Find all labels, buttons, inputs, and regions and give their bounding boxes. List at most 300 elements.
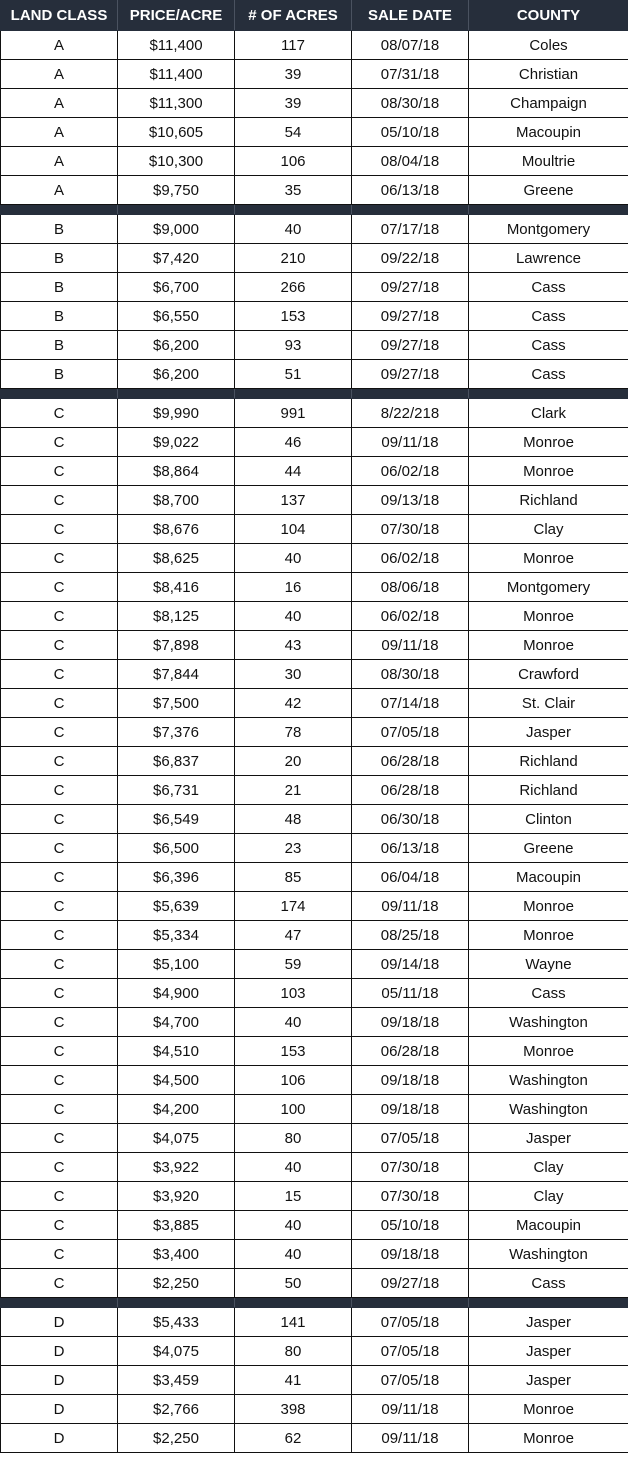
cell-number-of-acres: 141 [235, 1308, 352, 1337]
cell-land-class: D [1, 1337, 118, 1366]
separator-cell [1, 1298, 118, 1308]
cell-land-class: B [1, 302, 118, 331]
cell-number-of-acres: 153 [235, 302, 352, 331]
table-row [1, 118, 628, 147]
cell-price-per-acre: $8,125 [118, 602, 235, 631]
separator-cell [469, 389, 628, 399]
cell-county: Christian [469, 60, 628, 89]
cell-county: Monroe [469, 602, 628, 631]
cell-land-class: C [1, 1240, 118, 1269]
cell-land-class: C [1, 457, 118, 486]
cell-sale-date: 06/13/18 [352, 176, 469, 205]
cell-price-per-acre: $7,420 [118, 244, 235, 273]
cell-number-of-acres: 15 [235, 1182, 352, 1211]
cell-sale-date: 07/05/18 [352, 1308, 469, 1337]
cell-price-per-acre: $10,300 [118, 147, 235, 176]
cell-land-class: A [1, 89, 118, 118]
cell-price-per-acre: $6,550 [118, 302, 235, 331]
cell-price-per-acre: $9,000 [118, 215, 235, 244]
cell-price-per-acre: $11,300 [118, 89, 235, 118]
cell-land-class: C [1, 834, 118, 863]
cell-sale-date: 08/30/18 [352, 660, 469, 689]
separator-cell [235, 1298, 352, 1308]
table-row [1, 776, 628, 805]
cell-price-per-acre: $8,625 [118, 544, 235, 573]
separator-cell [118, 1298, 235, 1308]
table-row [1, 1153, 628, 1182]
cell-price-per-acre: $4,075 [118, 1337, 235, 1366]
separator-cell [118, 205, 235, 215]
cell-price-per-acre: $4,900 [118, 979, 235, 1008]
cell-county: Monroe [469, 428, 628, 457]
cell-sale-date: 09/11/18 [352, 428, 469, 457]
cell-sale-date: 09/14/18 [352, 950, 469, 979]
cell-price-per-acre: $5,639 [118, 892, 235, 921]
cell-sale-date: 08/30/18 [352, 89, 469, 118]
separator-cell [118, 389, 235, 399]
cell-price-per-acre: $2,250 [118, 1424, 235, 1453]
table-row [1, 1037, 628, 1066]
cell-sale-date: 08/25/18 [352, 921, 469, 950]
cell-land-class: A [1, 60, 118, 89]
cell-land-class: C [1, 1066, 118, 1095]
cell-price-per-acre: $11,400 [118, 60, 235, 89]
cell-county: Moultrie [469, 147, 628, 176]
cell-number-of-acres: 20 [235, 747, 352, 776]
table-row [1, 892, 628, 921]
cell-land-class: C [1, 1153, 118, 1182]
cell-county: Cass [469, 273, 628, 302]
cell-land-class: C [1, 776, 118, 805]
cell-number-of-acres: 137 [235, 486, 352, 515]
cell-sale-date: 07/05/18 [352, 1337, 469, 1366]
cell-number-of-acres: 103 [235, 979, 352, 1008]
table-row [1, 60, 628, 89]
cell-land-class: C [1, 1124, 118, 1153]
cell-land-class: A [1, 31, 118, 60]
cell-sale-date: 09/13/18 [352, 486, 469, 515]
table-row [1, 1366, 628, 1395]
table-row [1, 950, 628, 979]
cell-county: Cass [469, 1269, 628, 1298]
cell-sale-date: 05/11/18 [352, 979, 469, 1008]
cell-price-per-acre: $8,700 [118, 486, 235, 515]
table-row [1, 176, 628, 205]
cell-county: Monroe [469, 1037, 628, 1066]
cell-number-of-acres: 40 [235, 215, 352, 244]
cell-price-per-acre: $8,416 [118, 573, 235, 602]
cell-county: Monroe [469, 631, 628, 660]
cell-county: Monroe [469, 544, 628, 573]
group-separator [1, 1298, 628, 1308]
cell-number-of-acres: 40 [235, 1153, 352, 1182]
cell-sale-date: 09/18/18 [352, 1008, 469, 1037]
cell-number-of-acres: 104 [235, 515, 352, 544]
header-price-per-acre: PRICE/ACRE [118, 1, 235, 31]
cell-number-of-acres: 40 [235, 1211, 352, 1240]
cell-number-of-acres: 117 [235, 31, 352, 60]
cell-sale-date: 06/02/18 [352, 457, 469, 486]
cell-number-of-acres: 40 [235, 1240, 352, 1269]
cell-land-class: C [1, 689, 118, 718]
cell-land-class: D [1, 1366, 118, 1395]
table-row [1, 31, 628, 60]
cell-sale-date: 8/22/218 [352, 399, 469, 428]
cell-price-per-acre: $6,700 [118, 273, 235, 302]
cell-price-per-acre: $6,200 [118, 331, 235, 360]
cell-county: Lawrence [469, 244, 628, 273]
cell-number-of-acres: 51 [235, 360, 352, 389]
table-row [1, 331, 628, 360]
cell-land-class: C [1, 660, 118, 689]
cell-county: Cass [469, 360, 628, 389]
cell-price-per-acre: $2,766 [118, 1395, 235, 1424]
cell-sale-date: 06/28/18 [352, 1037, 469, 1066]
cell-sale-date: 06/28/18 [352, 747, 469, 776]
cell-number-of-acres: 85 [235, 863, 352, 892]
cell-land-class: B [1, 360, 118, 389]
cell-price-per-acre: $6,837 [118, 747, 235, 776]
table-row [1, 1395, 628, 1424]
table-row [1, 273, 628, 302]
table-row [1, 1308, 628, 1337]
cell-number-of-acres: 93 [235, 331, 352, 360]
cell-number-of-acres: 41 [235, 1366, 352, 1395]
table-row [1, 863, 628, 892]
cell-number-of-acres: 46 [235, 428, 352, 457]
cell-number-of-acres: 62 [235, 1424, 352, 1453]
cell-price-per-acre: $5,433 [118, 1308, 235, 1337]
table-row [1, 689, 628, 718]
cell-county: Montgomery [469, 215, 628, 244]
cell-county: Clinton [469, 805, 628, 834]
cell-price-per-acre: $3,459 [118, 1366, 235, 1395]
cell-number-of-acres: 106 [235, 147, 352, 176]
cell-price-per-acre: $11,400 [118, 31, 235, 60]
cell-county: Monroe [469, 1424, 628, 1453]
cell-sale-date: 09/11/18 [352, 631, 469, 660]
cell-county: Cass [469, 331, 628, 360]
cell-county: Greene [469, 176, 628, 205]
cell-number-of-acres: 30 [235, 660, 352, 689]
cell-sale-date: 06/30/18 [352, 805, 469, 834]
cell-land-class: C [1, 892, 118, 921]
cell-price-per-acre: $4,510 [118, 1037, 235, 1066]
cell-price-per-acre: $8,676 [118, 515, 235, 544]
cell-number-of-acres: 35 [235, 176, 352, 205]
cell-number-of-acres: 174 [235, 892, 352, 921]
cell-number-of-acres: 398 [235, 1395, 352, 1424]
separator-cell [352, 205, 469, 215]
cell-sale-date: 09/27/18 [352, 302, 469, 331]
cell-sale-date: 08/07/18 [352, 31, 469, 60]
cell-sale-date: 08/04/18 [352, 147, 469, 176]
cell-land-class: C [1, 602, 118, 631]
cell-land-class: C [1, 950, 118, 979]
cell-sale-date: 09/18/18 [352, 1095, 469, 1124]
table-row [1, 1424, 628, 1453]
table-body [1, 31, 628, 1453]
cell-land-class: C [1, 515, 118, 544]
table-row [1, 660, 628, 689]
cell-land-class: C [1, 1008, 118, 1037]
table-row [1, 1008, 628, 1037]
table-row [1, 921, 628, 950]
cell-county: Coles [469, 31, 628, 60]
cell-number-of-acres: 47 [235, 921, 352, 950]
cell-number-of-acres: 80 [235, 1124, 352, 1153]
table-row [1, 979, 628, 1008]
cell-number-of-acres: 40 [235, 544, 352, 573]
cell-sale-date: 06/13/18 [352, 834, 469, 863]
cell-price-per-acre: $10,605 [118, 118, 235, 147]
cell-county: Jasper [469, 718, 628, 747]
table-row [1, 1337, 628, 1366]
cell-number-of-acres: 44 [235, 457, 352, 486]
cell-number-of-acres: 54 [235, 118, 352, 147]
cell-sale-date: 07/30/18 [352, 1153, 469, 1182]
table-row [1, 544, 628, 573]
table-row [1, 1095, 628, 1124]
cell-number-of-acres: 23 [235, 834, 352, 863]
cell-county: Greene [469, 834, 628, 863]
cell-sale-date: 09/27/18 [352, 1269, 469, 1298]
cell-land-class: A [1, 118, 118, 147]
cell-number-of-acres: 40 [235, 1008, 352, 1037]
cell-land-class: C [1, 863, 118, 892]
cell-county: Montgomery [469, 573, 628, 602]
cell-county: Jasper [469, 1124, 628, 1153]
separator-cell [469, 1298, 628, 1308]
cell-county: Jasper [469, 1308, 628, 1337]
cell-land-class: B [1, 331, 118, 360]
table-row [1, 360, 628, 389]
cell-price-per-acre: $7,898 [118, 631, 235, 660]
cell-price-per-acre: $6,549 [118, 805, 235, 834]
table-row [1, 1182, 628, 1211]
cell-number-of-acres: 153 [235, 1037, 352, 1066]
cell-sale-date: 09/22/18 [352, 244, 469, 273]
cell-county: Crawford [469, 660, 628, 689]
table-row [1, 631, 628, 660]
header-sale-date: SALE DATE [352, 1, 469, 31]
cell-land-class: C [1, 979, 118, 1008]
separator-cell [1, 389, 118, 399]
cell-number-of-acres: 39 [235, 89, 352, 118]
cell-land-class: B [1, 215, 118, 244]
header-row [1, 1, 628, 31]
cell-land-class: C [1, 1211, 118, 1240]
cell-number-of-acres: 16 [235, 573, 352, 602]
cell-number-of-acres: 48 [235, 805, 352, 834]
cell-county: Monroe [469, 1395, 628, 1424]
table-row [1, 147, 628, 176]
cell-sale-date: 07/05/18 [352, 718, 469, 747]
cell-sale-date: 06/02/18 [352, 602, 469, 631]
cell-price-per-acre: $5,334 [118, 921, 235, 950]
cell-number-of-acres: 42 [235, 689, 352, 718]
cell-number-of-acres: 40 [235, 602, 352, 631]
table-row [1, 89, 628, 118]
cell-number-of-acres: 21 [235, 776, 352, 805]
cell-county: Cass [469, 302, 628, 331]
header-land-class: LAND CLASS [1, 1, 118, 31]
separator-cell [469, 205, 628, 215]
cell-sale-date: 09/11/18 [352, 1395, 469, 1424]
cell-price-per-acre: $6,500 [118, 834, 235, 863]
separator-cell [235, 205, 352, 215]
cell-land-class: D [1, 1308, 118, 1337]
table-row [1, 244, 628, 273]
cell-number-of-acres: 266 [235, 273, 352, 302]
cell-county: Clay [469, 515, 628, 544]
table-row [1, 747, 628, 776]
cell-land-class: C [1, 573, 118, 602]
table-row [1, 515, 628, 544]
cell-number-of-acres: 210 [235, 244, 352, 273]
cell-county: Monroe [469, 892, 628, 921]
cell-price-per-acre: $3,920 [118, 1182, 235, 1211]
cell-price-per-acre: $6,396 [118, 863, 235, 892]
cell-county: Macoupin [469, 118, 628, 147]
cell-sale-date: 09/11/18 [352, 1424, 469, 1453]
cell-land-class: C [1, 1037, 118, 1066]
cell-sale-date: 07/05/18 [352, 1366, 469, 1395]
cell-land-class: C [1, 718, 118, 747]
cell-county: Washington [469, 1066, 628, 1095]
cell-sale-date: 05/10/18 [352, 118, 469, 147]
cell-county: Monroe [469, 457, 628, 486]
cell-county: Richland [469, 747, 628, 776]
cell-price-per-acre: $7,376 [118, 718, 235, 747]
cell-sale-date: 07/30/18 [352, 1182, 469, 1211]
cell-number-of-acres: 39 [235, 60, 352, 89]
cell-sale-date: 09/18/18 [352, 1066, 469, 1095]
cell-sale-date: 06/28/18 [352, 776, 469, 805]
cell-land-class: D [1, 1424, 118, 1453]
cell-sale-date: 07/31/18 [352, 60, 469, 89]
cell-county: Champaign [469, 89, 628, 118]
cell-price-per-acre: $8,864 [118, 457, 235, 486]
separator-cell [352, 1298, 469, 1308]
cell-county: Macoupin [469, 1211, 628, 1240]
cell-county: Richland [469, 776, 628, 805]
cell-land-class: A [1, 176, 118, 205]
cell-land-class: C [1, 747, 118, 776]
cell-land-class: A [1, 147, 118, 176]
header-county: COUNTY [469, 1, 628, 31]
cell-county: Macoupin [469, 863, 628, 892]
cell-number-of-acres: 106 [235, 1066, 352, 1095]
table-row [1, 457, 628, 486]
cell-price-per-acre: $5,100 [118, 950, 235, 979]
cell-county: Wayne [469, 950, 628, 979]
table-row [1, 602, 628, 631]
table-row [1, 486, 628, 515]
cell-land-class: C [1, 631, 118, 660]
cell-land-class: C [1, 1182, 118, 1211]
cell-number-of-acres: 59 [235, 950, 352, 979]
cell-price-per-acre: $2,250 [118, 1269, 235, 1298]
cell-county: Clark [469, 399, 628, 428]
cell-land-class: C [1, 544, 118, 573]
cell-number-of-acres: 50 [235, 1269, 352, 1298]
cell-number-of-acres: 78 [235, 718, 352, 747]
cell-land-class: B [1, 273, 118, 302]
cell-sale-date: 05/10/18 [352, 1211, 469, 1240]
table-row [1, 428, 628, 457]
cell-price-per-acre: $3,885 [118, 1211, 235, 1240]
cell-county: Cass [469, 979, 628, 1008]
table-row [1, 302, 628, 331]
table-row [1, 805, 628, 834]
cell-land-class: C [1, 1269, 118, 1298]
table-row [1, 1240, 628, 1269]
cell-sale-date: 08/06/18 [352, 573, 469, 602]
cell-county: Monroe [469, 921, 628, 950]
separator-cell [235, 389, 352, 399]
group-separator [1, 389, 628, 399]
cell-price-per-acre: $3,922 [118, 1153, 235, 1182]
cell-price-per-acre: $9,990 [118, 399, 235, 428]
table-row [1, 718, 628, 747]
cell-sale-date: 07/05/18 [352, 1124, 469, 1153]
cell-sale-date: 07/17/18 [352, 215, 469, 244]
separator-cell [352, 389, 469, 399]
cell-price-per-acre: $6,731 [118, 776, 235, 805]
cell-county: Washington [469, 1240, 628, 1269]
cell-land-class: C [1, 921, 118, 950]
cell-price-per-acre: $4,700 [118, 1008, 235, 1037]
table-row [1, 399, 628, 428]
cell-county: Washington [469, 1095, 628, 1124]
cell-price-per-acre: $4,500 [118, 1066, 235, 1095]
cell-sale-date: 06/02/18 [352, 544, 469, 573]
table-row [1, 215, 628, 244]
cell-sale-date: 09/27/18 [352, 331, 469, 360]
cell-county: Clay [469, 1153, 628, 1182]
cell-county: St. Clair [469, 689, 628, 718]
table-row [1, 1066, 628, 1095]
cell-price-per-acre: $4,075 [118, 1124, 235, 1153]
cell-land-class: C [1, 486, 118, 515]
cell-land-class: C [1, 805, 118, 834]
cell-sale-date: 07/14/18 [352, 689, 469, 718]
cell-county: Clay [469, 1182, 628, 1211]
cell-land-class: C [1, 1095, 118, 1124]
cell-number-of-acres: 43 [235, 631, 352, 660]
cell-county: Jasper [469, 1337, 628, 1366]
cell-county: Jasper [469, 1366, 628, 1395]
cell-price-per-acre: $7,500 [118, 689, 235, 718]
table-row [1, 573, 628, 602]
table-row [1, 1124, 628, 1153]
table-row [1, 1211, 628, 1240]
header-number-of-acres: # OF ACRES [235, 1, 352, 31]
cell-county: Washington [469, 1008, 628, 1037]
cell-price-per-acre: $9,750 [118, 176, 235, 205]
cell-number-of-acres: 991 [235, 399, 352, 428]
cell-price-per-acre: $4,200 [118, 1095, 235, 1124]
cell-land-class: C [1, 428, 118, 457]
separator-cell [1, 205, 118, 215]
cell-land-class: B [1, 244, 118, 273]
cell-sale-date: 09/18/18 [352, 1240, 469, 1269]
cell-land-class: C [1, 399, 118, 428]
group-separator [1, 205, 628, 215]
table-row [1, 834, 628, 863]
cell-county: Richland [469, 486, 628, 515]
